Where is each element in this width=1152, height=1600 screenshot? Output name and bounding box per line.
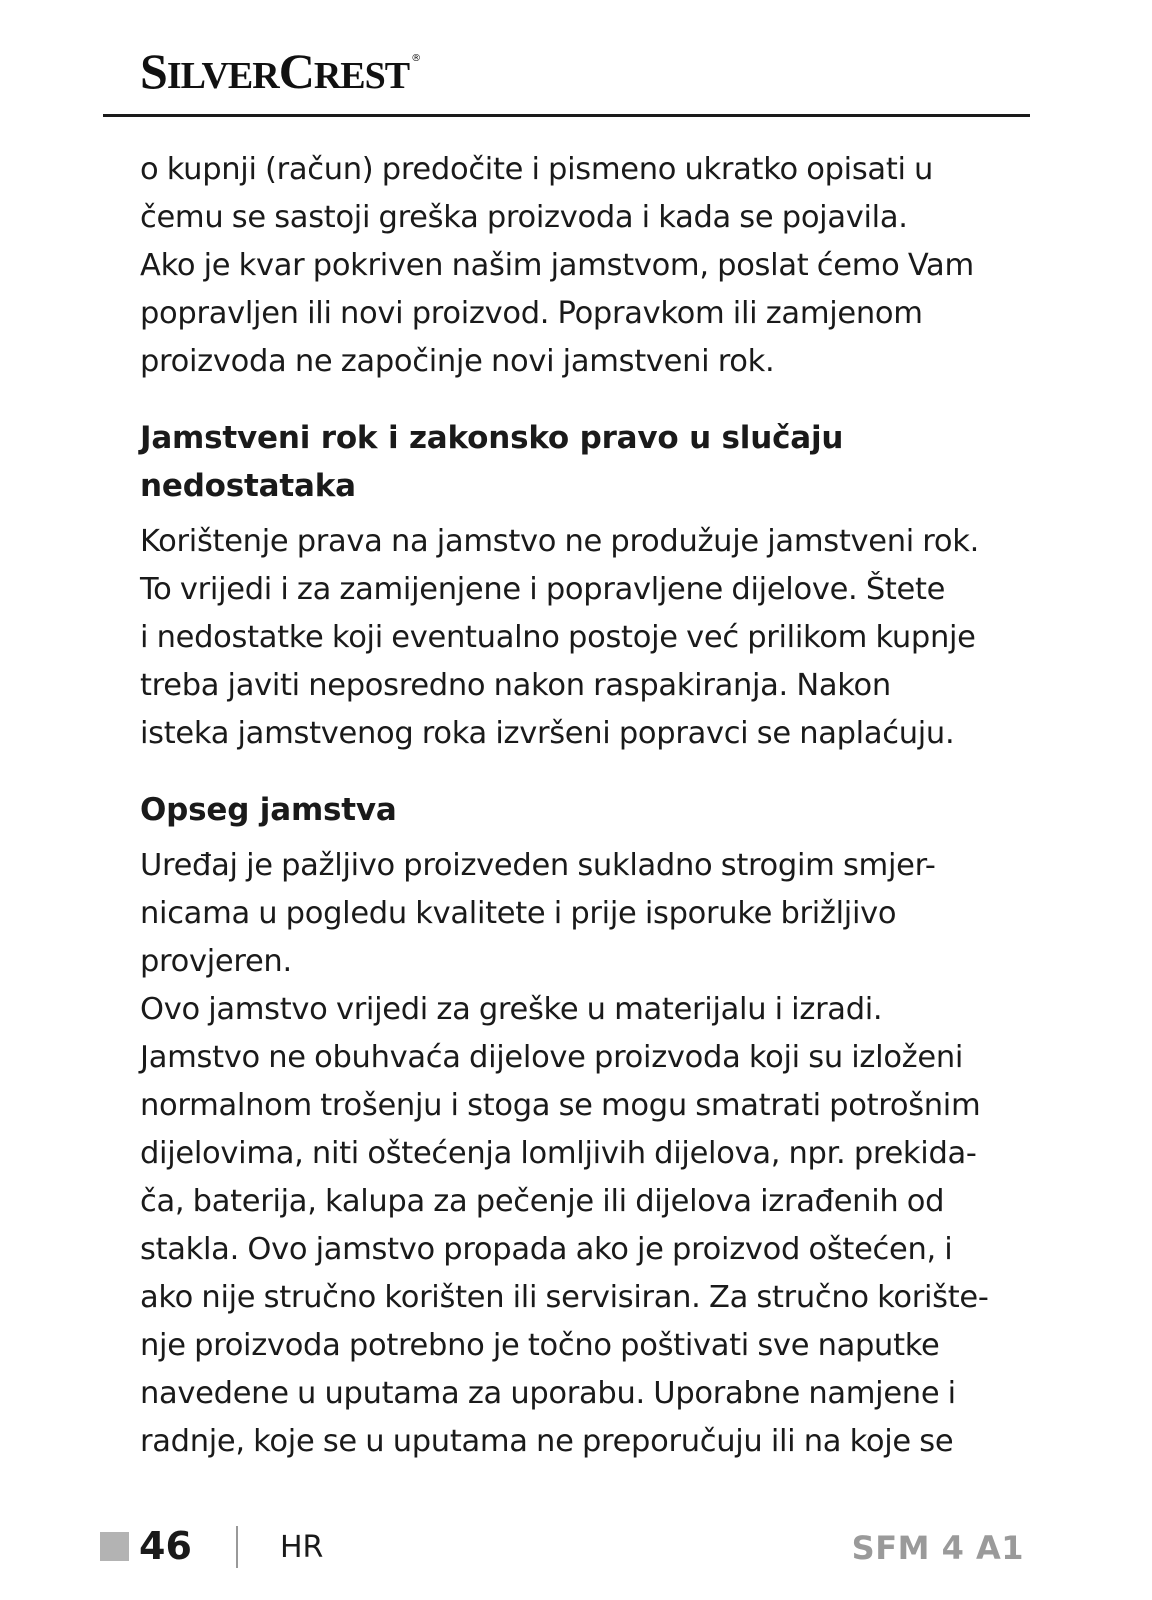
brand-letter-s: S [140,43,167,99]
heading-warranty-scope: Opseg jamstva [140,792,397,828]
brand-text-ilver: ILVER [166,55,279,97]
footer-square-marker [100,1532,129,1561]
brand-letter-c: C [278,43,314,99]
heading-warranty-period: Jamstveni rok i zakonsko pravo u slučaju nedostataka [140,420,844,504]
page-footer [0,1500,1152,1568]
page-content [140,146,1010,1466]
page-number: 46 [139,1524,192,1568]
paragraph-warranty-coverage: Ovo jamstvo vrijedi za greške u materijalu i izradi. Jamstvo ne obuhvaća dijelove proizvoda koji su izloženi normalnom trošenju i stoga se mogu smatrati potrošnim dijelovima, niti oštećenja lomljivih dijelova, npr. prekida- ča, baterija, kalupa za pečenje ili dijelova izrađenih od stakla. Ovo jamstvo propada ako je proizvod oštećen, i ako nije stručno korišten ili servisiran. Za stručno korište- nje proizvoda potrebno je točno poštivati sve naputke navedene u uputama za uporabu. Uporabne namjene i radnje, koje se u uputama ne preporučuju ili na koje se [140,992,989,1459]
header-divider [103,114,1030,117]
language-code: HR [280,1530,324,1565]
paragraph-claim-procedure: o kupnji (račun) predočite i pismeno ukratko opisati u čemu se sastoji greška proizvoda i kada se pojavila. Ako je kvar pokriven našim jamstvom, poslat ćemo Vam popravljen ili novi proizvod. Popravkom ili zamjenom proizvoda ne započinje novi jamstveni rok. [140,152,974,379]
paragraph-device-quality: Uređaj je pažljivo proizveden sukladno strogim smjer- nicama u pogledu kvalitete i prije isporuke brižljivo provjeren. [140,848,936,979]
footer-divider [236,1526,238,1568]
model-code: SFM 4 A1 [851,1529,1024,1567]
paragraph-warranty-period: Korištenje prava na jamstvo ne produžuje jamstveni rok. To vrijedi i za zamijenjene i popravljene dijelove. Štete i nedostatke koji eventualno postoje već prilikom kupnje treba javiti neposredno nakon raspakiranja. Nakon isteka jamstvenog roka izvršeni popravci se naplaćuju. [140,524,979,751]
brand-text-rest: REST [313,55,410,97]
registered-mark: ® [411,53,421,64]
brand-logo [140,43,421,99]
